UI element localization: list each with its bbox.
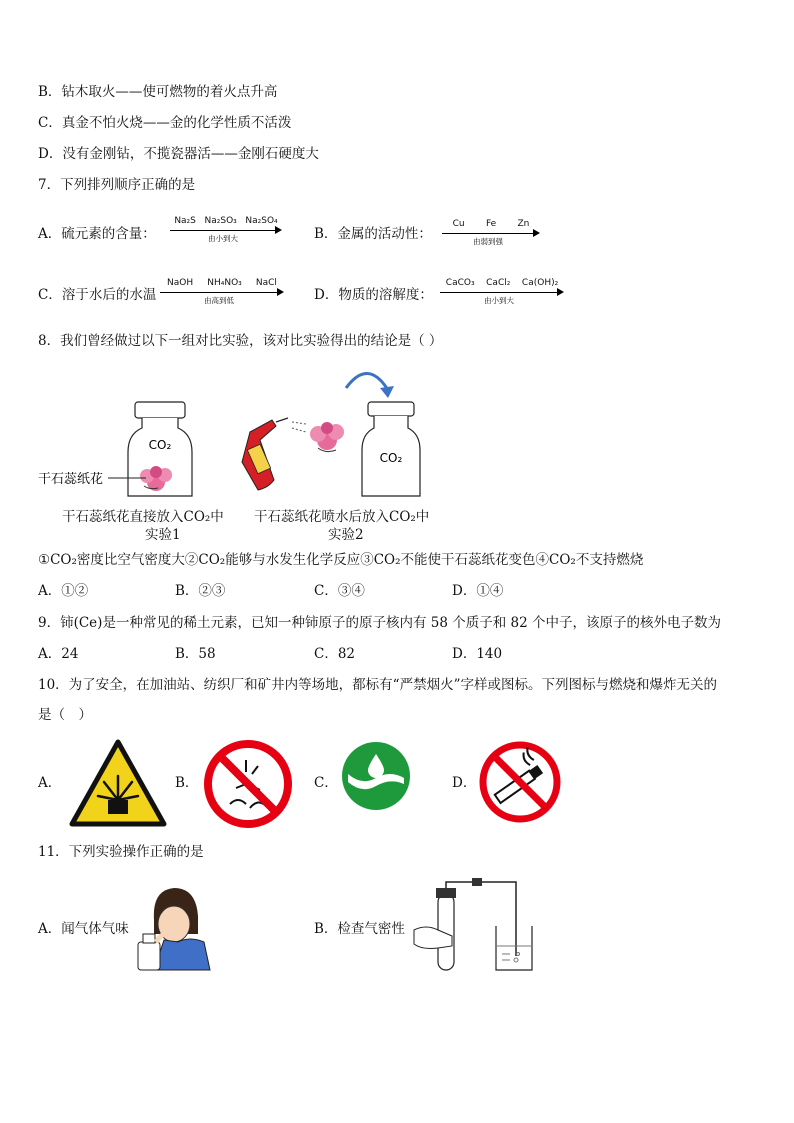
q7-option-a-arrow: Na₂S Na₂SO₃ Na₂SO₄ 由小到大	[170, 216, 282, 246]
airtightness-check-illustration	[412, 876, 534, 976]
no-smoking-icon	[478, 740, 562, 824]
q7-option-d-arrow: CaCO₃ CaCl₂ Ca(OH)₂ 由小到大	[440, 278, 564, 308]
q10-stem-line2: 是（ ）	[38, 707, 92, 723]
spray-bottle-icon	[242, 418, 306, 490]
q9-option-d: D．140	[452, 646, 503, 662]
q7-option-c-label: C．溶于水后的水温	[38, 287, 157, 303]
q8-option-a: A．①②	[38, 583, 89, 599]
water-saving-icon	[340, 740, 412, 812]
q6-option-b: B．钻木取火——使可燃物的着火点升高	[38, 84, 278, 100]
q6-option-d: D．没有金刚钻，不揽瓷器活——金刚石硬度大	[38, 146, 319, 162]
sprayed-flower-icon	[310, 422, 344, 452]
q8-statements: ①CO₂密度比空气密度大②CO₂能够与水发生化学反应③CO₂不能使干石蕊纸花变色④CO₂不支持燃烧	[38, 552, 644, 568]
q8-option-c: C．③④	[314, 583, 365, 599]
smelling-gas-illustration	[134, 880, 214, 974]
co2-label-1: CO₂	[148, 438, 172, 452]
curved-arrow-icon	[346, 373, 388, 390]
q9-option-b: B．58	[175, 646, 216, 662]
bottle-2	[362, 402, 420, 496]
co2-label-2: CO₂	[379, 451, 403, 465]
q8-exp1-label: 实验1	[145, 527, 181, 543]
q9-option-c: C．82	[314, 646, 356, 662]
q7-stem: 7．下列排列顺序正确的是	[38, 177, 196, 193]
q8-stem: 8．我们曾经做过以下一组对比实验，该对比实验得出的结论是（ ）	[38, 333, 443, 349]
q8-option-b: B．②③	[175, 583, 226, 599]
q7-option-a-label: A．硫元素的含量：	[38, 226, 156, 242]
no-fireworks-icon	[202, 738, 294, 830]
q6-option-c: C．真金不怕火烧——金的化学性质不活泼	[38, 115, 292, 131]
q10-stem-line1: 10．为了安全，在加油站、纺织厂和矿井内等场地，都标有“严禁烟火”字样或图标。下列图标与燃烧和爆炸无关的	[38, 677, 717, 693]
q10-option-a: A．	[38, 775, 62, 791]
q11-stem: 11．下列实验操作正确的是	[38, 844, 204, 860]
q8-caption-1: 干石蕊纸花直接放入CO₂中	[62, 509, 224, 525]
q8-exp2-label: 实验2	[328, 527, 364, 543]
bottle-1	[128, 402, 192, 496]
flower-label: 干石蕊纸花	[38, 472, 104, 487]
q10-option-b: B．	[175, 775, 199, 791]
explosive-warning-icon	[68, 738, 168, 830]
q8-caption-2: 干石蕊纸花喷水后放入CO₂中	[254, 509, 430, 525]
q9-stem: 9．铈(Ce)是一种常见的稀土元素，已知一种铈原子的原子核内有 58 个质子和 82 个中子，该原子的核外电子数为	[38, 615, 721, 631]
q7-option-d-label: D．物质的溶解度：	[314, 287, 433, 303]
q8-option-d: D．①④	[452, 583, 504, 599]
q11-option-a: A．闻气体气味	[38, 921, 129, 937]
q7-option-c-arrow: NaOH NH₄NO₃ NaCl 由高到低	[160, 278, 284, 308]
q9-option-a: A．24	[38, 646, 79, 662]
q8-experiment-figure	[36, 362, 456, 502]
q7-option-b-arrow: Cu Fe Zn 由弱到强	[442, 219, 540, 249]
q11-option-b: B．检查气密性	[314, 921, 405, 937]
q10-option-c: C．	[314, 775, 338, 791]
q7-option-b-label: B．金属的活动性：	[314, 226, 432, 242]
q10-option-d: D．	[452, 775, 477, 791]
